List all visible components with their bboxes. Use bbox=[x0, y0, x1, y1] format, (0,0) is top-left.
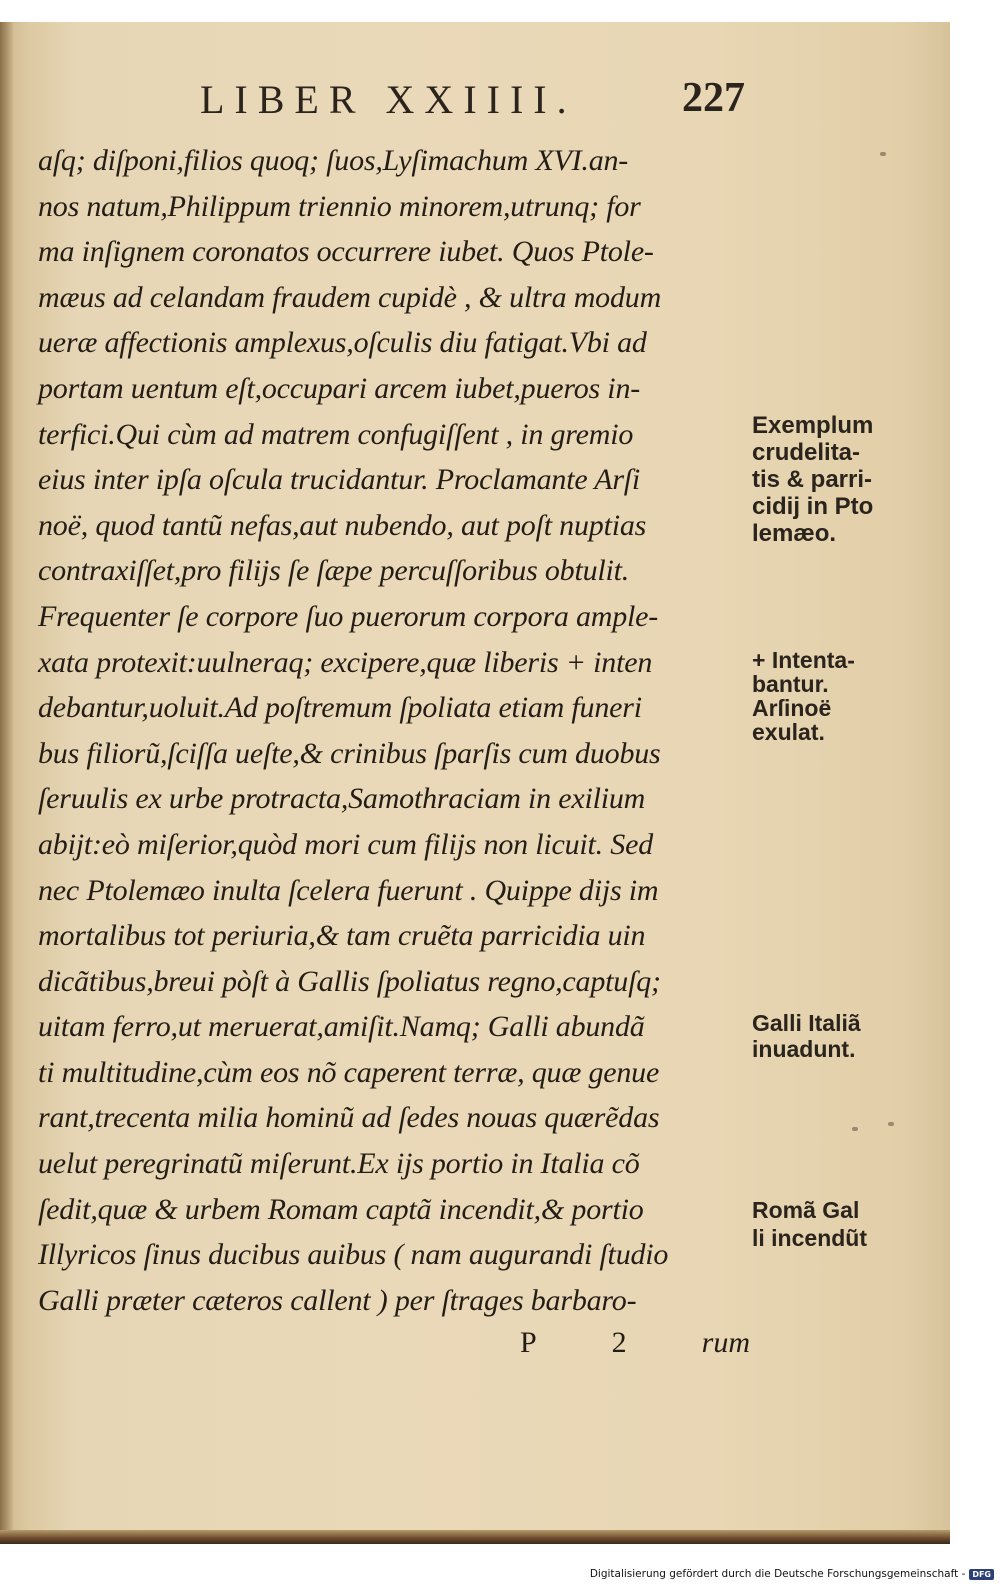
marginal-line: cidij in Pto bbox=[752, 493, 874, 520]
marginal-note-exemplum bbox=[752, 412, 922, 547]
marginal-line: crudelita- bbox=[752, 439, 861, 466]
marginal-line: lemæo. bbox=[752, 520, 837, 547]
text-line: nos natum,Philippum triennio minorem,utrunq; for bbox=[38, 189, 641, 223]
marginal-line: Arſinoë bbox=[752, 695, 832, 721]
credit-text: Digitalisierung gefördert durch die Deutsche Forschungsgemeinschaft - bbox=[589, 1568, 966, 1580]
marginal-note-galli bbox=[752, 1010, 922, 1062]
scan-margin bbox=[950, 0, 1000, 1566]
marginal-line: Exemplum bbox=[752, 412, 874, 439]
marginal-line: inuadunt. bbox=[752, 1036, 856, 1062]
text-line: Frequenter ſe corpore ſuo puerorum corpora ample- bbox=[38, 599, 659, 633]
text-line: rant,trecenta milia hominũ ad ſedes nouas quærẽdas bbox=[38, 1101, 660, 1135]
marginal-line: Galli Italiã bbox=[752, 1010, 861, 1036]
paper-speck bbox=[888, 1122, 894, 1126]
text-line: terfici.Qui cùm ad matrem confugiſſent , in gremio bbox=[38, 417, 634, 451]
text-line: portam uentum eſt,occupari arcem iubet,pueros in- bbox=[38, 371, 641, 405]
marginal-line: li incendũt bbox=[752, 1225, 867, 1251]
marginal-line: bantur. bbox=[752, 671, 829, 697]
dfg-logo: DFG bbox=[969, 1569, 994, 1580]
signature-mark: P bbox=[520, 1326, 537, 1359]
text-line: bus filiorũ,ſciſſa ueſte,& crinibus ſparſis cum duobus bbox=[38, 736, 661, 770]
marginal-line: Romã Gal bbox=[752, 1197, 860, 1223]
catchword-line bbox=[520, 1326, 750, 1360]
text-line: nec Ptolemæo inulta ſcelera fuerunt . Quippe dijs im bbox=[38, 873, 659, 907]
text-line: ueræ affectionis amplexus,oſculis diu fatigat.Vbi ad bbox=[38, 326, 647, 360]
text-line: abijt:eò miſerior,quòd mori cum filijs non licuit. Sed bbox=[38, 827, 653, 861]
text-line: debantur,uoluit.Ad poſtremum ſpoliata etiam funeri bbox=[38, 691, 642, 725]
text-line: Illyricos ſinus ducibus auibus ( nam augurandi ſtudio bbox=[38, 1238, 669, 1272]
text-line: ſeruulis ex urbe protracta,Samothraciam in exilium bbox=[38, 782, 646, 816]
digitization-credit bbox=[590, 1568, 994, 1580]
text-line: mortalibus tot periuria,& tam cruẽta parricidia uin bbox=[38, 919, 646, 953]
text-line: uitam ferro,ut meruerat,amiſit.Namq; Galli abundã bbox=[38, 1010, 645, 1044]
text-line: eius inter ipſa oſcula trucidantur. Proclamante Arſi bbox=[38, 463, 641, 497]
text-line: ma inſignem coronatos occurrere iubet. Quos Ptole- bbox=[38, 235, 654, 269]
text-line: Galli præter cæteros callent ) per ſtrages barbaro- bbox=[38, 1283, 637, 1317]
text-line: ti multitudine,cùm eos nõ caperent terræ, quæ genue bbox=[38, 1055, 660, 1089]
marginal-line: tis & parri- bbox=[752, 466, 873, 493]
marginal-line: + Intenta- bbox=[752, 647, 855, 673]
page-number: 227 bbox=[682, 75, 745, 121]
marginal-note-intentabantur bbox=[752, 648, 922, 744]
marginal-note-roma bbox=[752, 1196, 922, 1252]
page-bottom-edge bbox=[0, 1530, 960, 1544]
text-line: uelut peregrinatũ miſerunt.Ex ijs portio in Italia cõ bbox=[38, 1147, 640, 1181]
text-line: dicãtibus,breui pòſt à Gallis ſpoliatus regno,captuſq; bbox=[38, 964, 661, 998]
running-head: LIBER XXIIII. bbox=[200, 77, 577, 122]
catchword: rum bbox=[701, 1326, 750, 1359]
paper-speck bbox=[852, 1127, 858, 1131]
text-line: contraxiſſet,pro filijs ſe ſæpe percuſſoribus obtulit. bbox=[38, 554, 630, 588]
text-line: noë, quod tantũ nefas,aut nubendo, aut poſt nuptias bbox=[38, 508, 647, 542]
text-line: aſq; diſponi,filios quoq; ſuos,Lyſimachum XVI.an- bbox=[38, 144, 629, 177]
text-line: ſedit,quæ & urbem Romam captã incendit,& portio bbox=[38, 1192, 644, 1226]
signature-number: 2 bbox=[611, 1326, 627, 1359]
marginal-line: exulat. bbox=[752, 719, 825, 745]
text-line: mæus ad celandam fraudem cupidè , & ultra modum bbox=[38, 280, 662, 314]
main-text-block bbox=[38, 138, 748, 1323]
paper-speck bbox=[880, 152, 886, 156]
text-line: xata protexit:uulneraq; excipere,quæ liberis + inten bbox=[38, 645, 653, 679]
